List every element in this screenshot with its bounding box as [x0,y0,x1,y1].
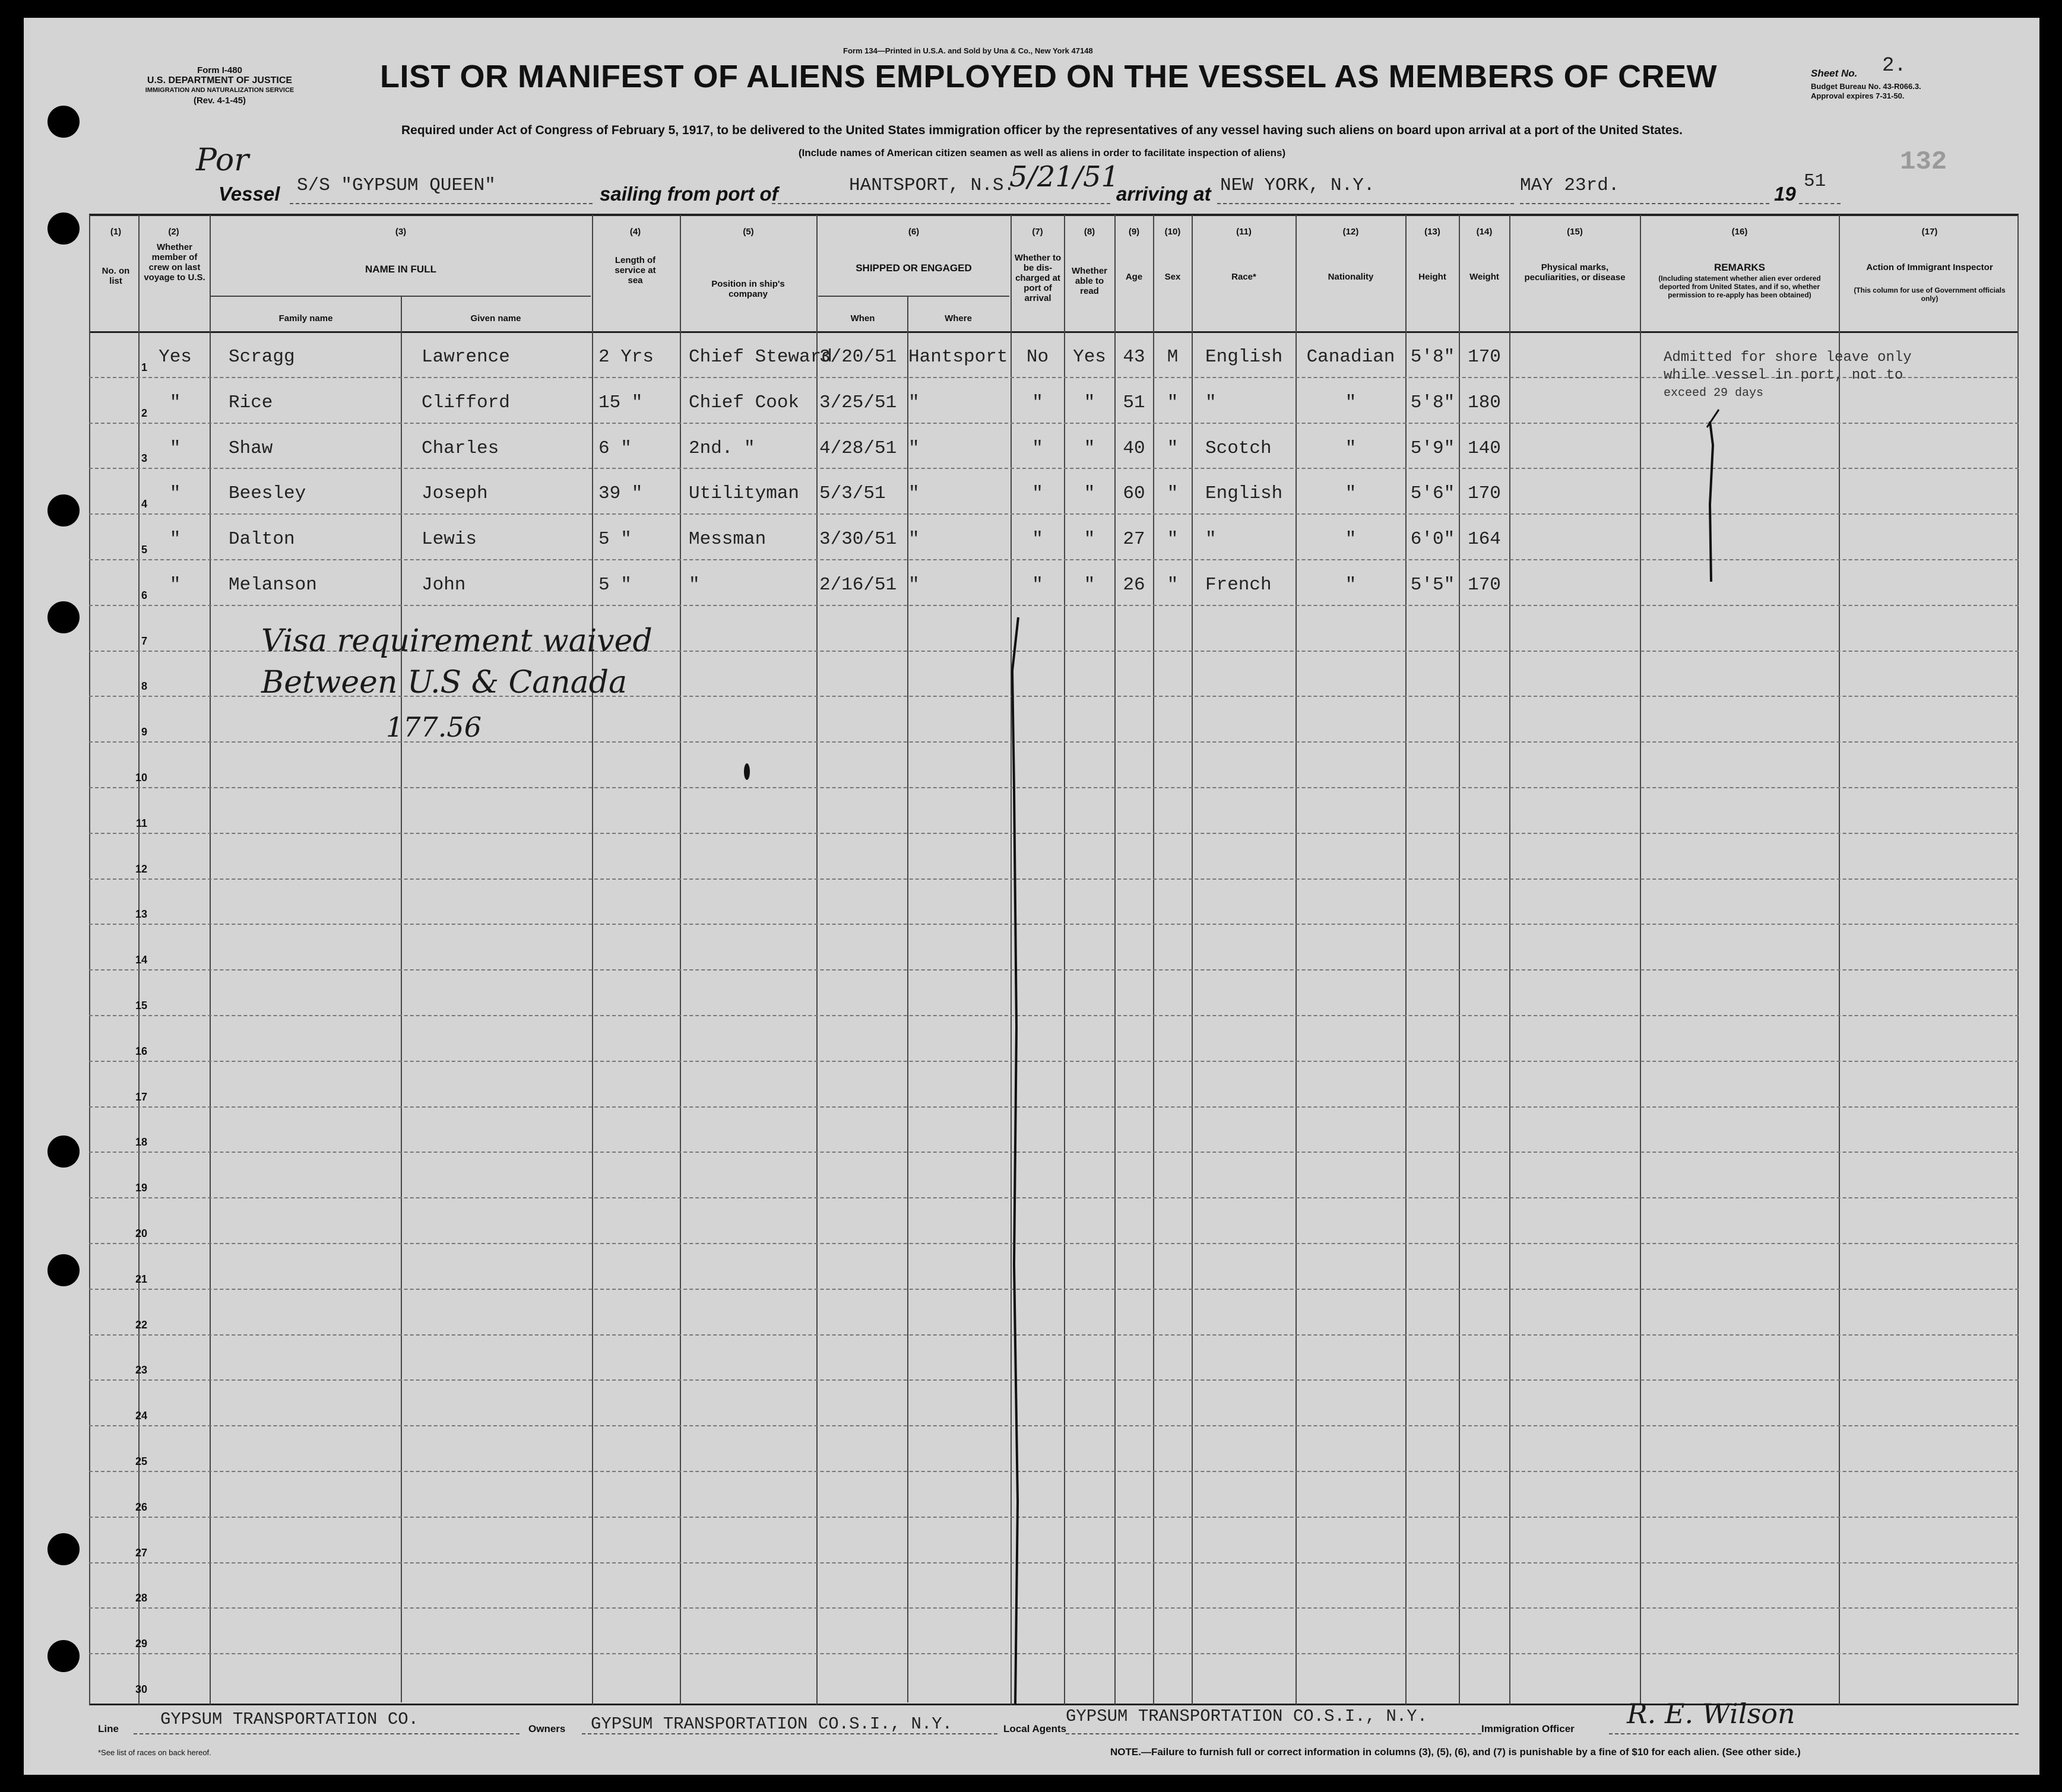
row-number: 14 [135,954,147,966]
printer-line: Form 134—Printed in U.S.A. and Sold by Una & Co., New York 47148 [843,46,1093,55]
col17-subheader: (This column for use of Government officials only) [1854,286,2006,303]
cell-weight: 170 [1468,347,1501,367]
row-number: 4 [141,498,147,510]
cell-member: " [169,575,181,595]
col14-header: Weight [1469,272,1499,282]
row-number: 7 [141,635,147,647]
cell-where: " [908,483,920,505]
cell-given: John [422,575,466,595]
col7-number: (7) [1032,227,1043,237]
cell-family: Dalton [229,529,295,550]
col1-header: No. on list [102,266,130,286]
cell-age: 60 [1123,483,1145,505]
agents-underline [1066,1733,1481,1734]
row-number: 13 [135,908,147,921]
col1-number: (1) [110,227,122,237]
cell-race: Scotch [1205,437,1272,459]
row-number: 16 [135,1045,147,1057]
sheet-number-value: 2. [1882,55,1906,77]
when-header: When [850,313,875,323]
col9-header: Age [1125,272,1143,282]
col11-number: (11) [1236,227,1252,237]
row-number: 21 [135,1273,147,1285]
cell-height: 5'6" [1410,483,1455,505]
col8-header: Whether able to read [1072,266,1107,296]
cell-discharged: " [1032,437,1043,459]
year-prefix: 19 [1774,183,1796,205]
cell-service: 5 " [598,529,632,550]
cell-when: 3/20/51 [819,347,897,367]
cell-sex: " [1167,575,1179,595]
cell-when: 3/25/51 [819,392,897,413]
owners-label: Owners [528,1723,566,1734]
col10-header: Sex [1164,272,1181,282]
agents-value: GYPSUM TRANSPORTATION CO.S.I., N.Y. [1066,1707,1428,1726]
cell-member: " [169,437,181,459]
officer-signature: R. E. Wilson [1627,1698,1795,1730]
col12-number: (12) [1342,227,1359,237]
row-number: 28 [135,1592,147,1604]
cell-given: Clifford [422,392,510,413]
department: U.S. DEPARTMENT OF JUSTICE [147,75,293,85]
cell-sex: M [1167,347,1179,367]
cell-where: Hantsport [908,347,1008,367]
cell-discharged: No [1026,347,1049,367]
cell-sex: " [1167,437,1179,459]
cell-nationality: " [1345,575,1357,595]
sailing-date-handwritten: 5/21/51 [1009,160,1120,194]
row-number: 9 [141,726,147,738]
handwritten-note-visa: Visa requirement waived [261,623,653,659]
row-number: 18 [135,1136,147,1149]
col7-header: Whether to be dis-charged at port of arrival [1014,253,1062,303]
cell-position: Chief Cook [689,392,800,413]
cell-member: " [169,529,181,550]
row-number: 22 [135,1318,147,1331]
arriving-label: arriving at [1116,183,1211,205]
cell-nationality: " [1345,483,1357,505]
cell-when: 2/16/51 [819,575,897,595]
required-text: Required under Act of Congress of February 5, 1917, to be delivered to the United States immigration officer by the representatives of any vessel having such aliens on board upon arrival at a port of the United States. [401,123,1683,137]
cell-height: 6'0" [1410,529,1455,550]
cell-family: Rice [229,392,273,413]
cell-position: Chief Steward [689,347,832,367]
ink-dot [744,763,750,780]
arriving-value: NEW YORK, N.Y. [1220,175,1375,196]
stamp-number: 132 [1900,147,1947,177]
cell-position: " [689,575,700,595]
col6-number: (6) [908,227,920,237]
cell-weight: 180 [1468,392,1501,413]
cell-nationality: " [1345,529,1357,550]
col17-header: Action of Immigrant Inspector [1866,262,1993,272]
col4-number: (4) [629,227,641,237]
row-number: 8 [141,680,147,693]
cell-height: 5'8" [1410,347,1455,367]
cell-discharged: " [1032,575,1043,595]
col3-number: (3) [395,227,407,237]
where-header: Where [945,313,972,323]
cell-read: " [1084,529,1095,550]
cell-given: Charles [422,437,499,459]
cell-family: Melanson [229,575,317,595]
officer-underline [1609,1733,2019,1734]
officer-label: Immigration Officer [1481,1723,1575,1734]
cell-service: 39 " [598,483,643,505]
manifest-sheet [24,18,2039,1775]
cell-sex: " [1167,392,1179,413]
revision: (Rev. 4-1-45) [193,96,246,106]
cell-height: 5'5" [1410,575,1455,595]
cell-age: 43 [1123,347,1145,367]
sailing-value: HANTSPORT, N.S. [849,175,1015,196]
cell-family: Scragg [229,347,295,367]
row-number: 5 [141,544,147,556]
cell-age: 26 [1123,575,1145,595]
date-value: MAY 23rd. [1520,175,1620,196]
remarks-line-3: exceed 29 days [1664,386,1764,400]
cell-read: " [1084,575,1095,595]
col16-number: (16) [1731,227,1748,237]
service: IMMIGRATION AND NATURALIZATION SERVICE [145,87,294,94]
col2-number: (2) [168,227,179,237]
col11-header: Race* [1231,272,1256,282]
cell-when: 5/3/51 [819,483,886,505]
remarks-line-2: while vessel in port, not to [1664,367,1903,383]
col17-number: (17) [1921,227,1938,237]
col9-number: (9) [1128,227,1140,237]
cell-race: " [1205,529,1217,550]
cell-read: Yes [1073,347,1106,367]
cell-when: 3/30/51 [819,529,897,550]
cell-service: 2 Yrs [598,347,654,367]
row-number: 26 [135,1501,147,1513]
col16-header: REMARKS [1714,262,1765,273]
cell-age: 40 [1123,437,1145,459]
cell-height: 5'9" [1410,437,1455,459]
row-number: 19 [135,1182,147,1194]
row-number: 29 [135,1638,147,1650]
col12-header: Nationality [1328,272,1374,282]
col15-number: (15) [1567,227,1583,237]
line-value: GYPSUM TRANSPORTATION CO. [160,1709,419,1729]
cell-nationality: " [1345,392,1357,413]
cell-where: " [908,437,920,459]
col15-header: Physical marks, peculiarities, or disease [1524,262,1626,283]
cell-service: 15 " [598,392,643,413]
handwritten-marks [24,18,2039,1775]
cell-nationality: " [1345,437,1357,459]
sailing-label: sailing from port of [600,183,778,205]
approval-expiry: Approval expires 7-31-50. [1811,91,1905,100]
cell-given: Lawrence [422,347,510,367]
vessel-value: S/S "GYPSUM QUEEN" [297,175,496,196]
col3-header: NAME IN FULL [365,264,436,275]
sheet-number-label: Sheet No. [1811,68,1858,79]
form-number: Form I-480 [197,65,242,75]
owners-value: GYPSUM TRANSPORTATION CO.S.I., N.Y. [591,1714,953,1734]
cell-discharged: " [1032,483,1043,505]
include-text: (Include names of American citizen seamen as well as aliens in order to facilitate inspection of aliens) [798,147,1286,158]
row-number: 23 [135,1364,147,1376]
cell-read: " [1084,483,1095,505]
row-number: 1 [141,361,147,373]
col6-header: SHIPPED OR ENGAGED [856,262,972,274]
col5-number: (5) [743,227,754,237]
cell-race: English [1205,347,1283,367]
col16-subheader: (Including statement whether alien ever ordered deported from United States, and if so, whether permission to re-apply has been obtained) [1658,274,1821,299]
cell-weight: 164 [1468,529,1501,550]
row-number: 25 [135,1455,147,1467]
cell-race: " [1205,392,1217,413]
cell-sex: " [1167,483,1179,505]
col4-header: Length of service at sea [615,255,656,286]
row-number: 11 [135,817,147,829]
row-number: 15 [135,1000,147,1011]
row-number: 17 [135,1090,147,1103]
line-underline [134,1733,520,1734]
fine-note: NOTE.—Failure to furnish full or correct information in columns (3), (5), (6), and (7) is punishable by a fine of $10 for each alien. (See other side.) [1110,1746,1801,1758]
cell-where: " [908,575,920,595]
cell-discharged: " [1032,392,1043,413]
cell-position: Utilityman [689,483,800,505]
row-number: 12 [135,862,147,875]
col8-number: (8) [1084,227,1095,237]
cell-race: English [1205,483,1283,505]
col2-header: Whether member of crew on last voyage to U.S. [144,242,205,283]
handwritten-note-between: Between U.S & Canada [261,665,628,700]
discharge-column-line [1012,617,1018,1704]
row-number: 30 [135,1683,147,1695]
cell-when: 4/28/51 [819,437,897,459]
remarks-tick [1707,410,1719,427]
cell-weight: 170 [1468,575,1501,595]
cell-member: Yes [159,347,192,367]
cell-race: French [1205,575,1272,595]
cell-sex: " [1167,529,1179,550]
cell-age: 27 [1123,529,1145,550]
cell-given: Joseph [422,483,488,505]
given-name-header: Given name [470,313,521,323]
cell-given: Lewis [422,529,477,550]
cell-discharged: " [1032,529,1043,550]
cell-member: " [169,483,181,505]
cell-read: " [1084,392,1095,413]
cell-family: Shaw [229,437,273,459]
budget-number: Budget Bureau No. 43-R066.3. [1811,82,1921,91]
row-number: 27 [135,1546,147,1559]
row-number: 3 [141,452,147,465]
col14-number: (14) [1476,227,1493,237]
remarks-line-1: Admitted for shore leave only [1664,350,1912,366]
cell-family: Beesley [229,483,306,505]
col13-header: Height [1418,272,1446,282]
handwritten-por: Por [196,142,249,178]
remarks-ditto-line [1710,421,1713,582]
cell-where: " [908,529,920,550]
cell-service: 6 " [598,437,632,459]
row-number: 24 [135,1410,147,1422]
page-title: LIST OR MANIFEST OF ALIENS EMPLOYED ON THE VESSEL AS MEMBERS OF CREW [380,59,1718,94]
line-label: Line [98,1723,119,1734]
family-name-header: Family name [278,313,333,323]
col5-header: Position in ship's company [711,279,785,299]
row-number: 20 [135,1228,147,1239]
row-number: 2 [141,407,147,419]
cell-member: " [169,392,181,413]
agents-label: Local Agents [1003,1723,1067,1734]
cell-where: " [908,392,920,413]
vessel-label: Vessel [218,183,280,205]
cell-nationality: Canadian [1306,347,1395,367]
col13-number: (13) [1424,227,1440,237]
cell-position: Messman [689,529,766,550]
handwritten-note-number: 177.56 [386,711,482,743]
year-value: 51 [1804,171,1826,192]
races-note: *See list of races on back hereof. [98,1748,211,1757]
row-number: 6 [141,589,147,601]
cell-age: 51 [1123,392,1145,413]
row-number: 10 [135,772,147,784]
cell-weight: 140 [1468,437,1501,459]
cell-height: 5'8" [1410,392,1455,413]
cell-service: 5 " [598,575,632,595]
cell-position: 2nd. " [689,437,755,459]
cell-weight: 170 [1468,483,1501,505]
cell-read: " [1084,437,1095,459]
col10-number: (10) [1164,227,1181,237]
